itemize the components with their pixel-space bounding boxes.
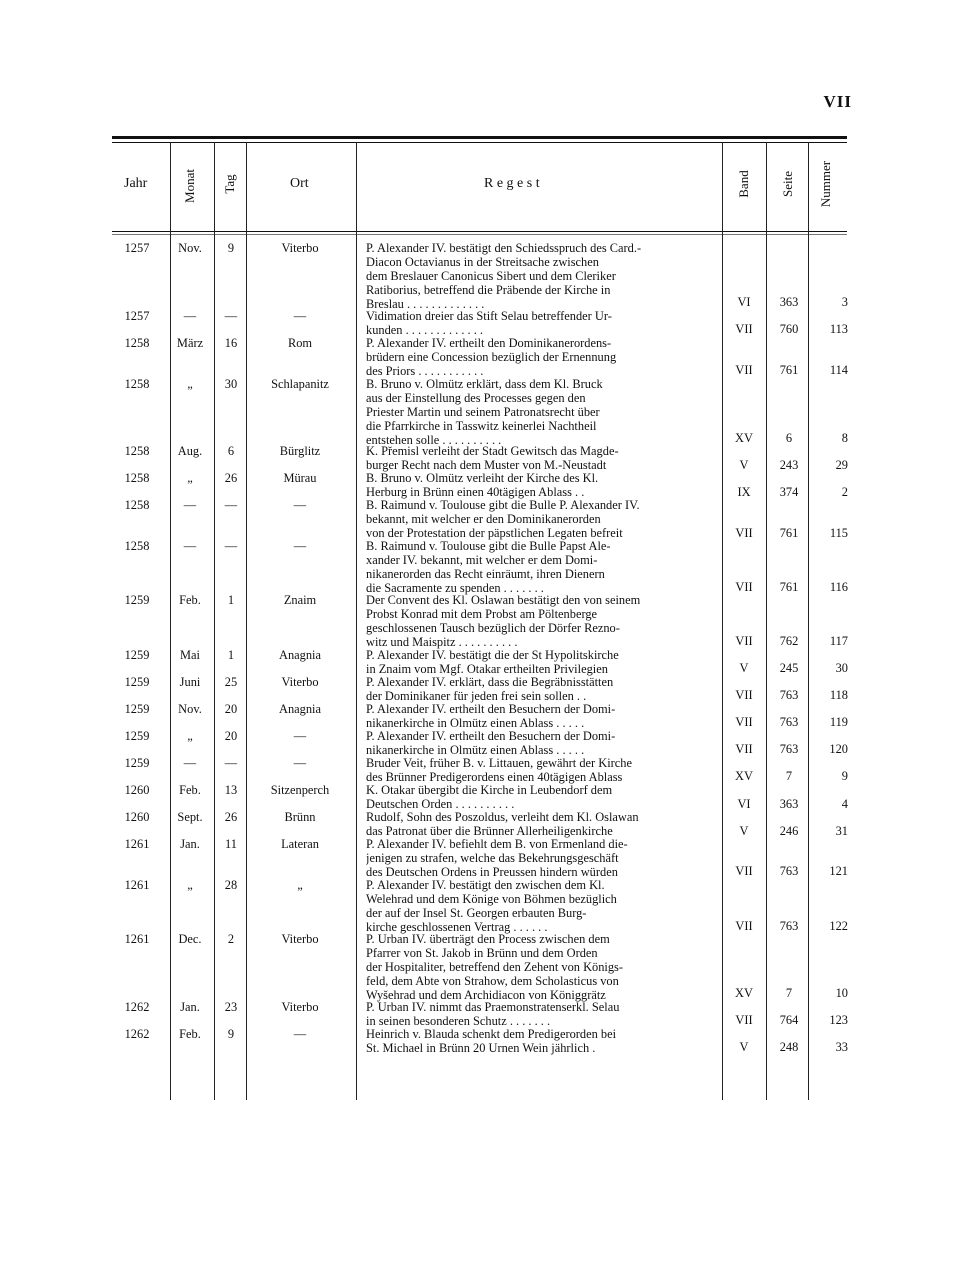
row-seite: 762: [779, 633, 799, 648]
regest-line: von der Protestation der päpstlichen Legaten befreit: [366, 526, 623, 541]
row-monat: —: [183, 498, 197, 513]
row-monat: Feb.: [179, 783, 201, 797]
row-jahr: 1262: [124, 999, 150, 1014]
row-band: VI: [737, 295, 751, 310]
row-ort: Rom: [287, 335, 313, 350]
header-band: Band: [736, 170, 751, 198]
row-nummer: 118: [829, 688, 848, 703]
row-band: VII: [735, 579, 753, 594]
regest-line: burger Recht nach dem Muster von M.-Neustadt: [366, 458, 607, 473]
row-monat: Feb.: [179, 1026, 201, 1041]
row-band: VII: [735, 322, 753, 337]
row-seite: 7: [785, 769, 793, 784]
regest-line: P. Alexander IV. bestätigt den zwischen dem Kl.: [366, 877, 605, 892]
row-jahr: 1258: [124, 335, 150, 350]
row-regest: [366, 648, 716, 676]
row-seite: 763: [779, 742, 799, 757]
row-regest: [366, 783, 716, 811]
regest-line: in Znaim vom Mgf. Otakar ertheilten Privilegien: [366, 661, 608, 676]
regest-line: K. Přemisl verleiht der Stadt Gewitsch das Magde-: [366, 444, 619, 459]
row-ort: Anagnia: [279, 701, 321, 716]
row-ort: Mürau: [283, 471, 317, 486]
regest-line: P. Alexander IV. ertheilt den Besuchern der Domi-: [366, 701, 616, 716]
regest-line: nikanerorden das Recht einräumt, ihren Dienern: [366, 567, 605, 582]
regest-line: der auf der Insel St. Georgen erbauten Burg-: [366, 905, 587, 920]
row-nummer: 3: [841, 295, 848, 310]
row-tag: 2: [227, 932, 235, 947]
row-ort: Lateran: [281, 837, 319, 852]
row-tag: —: [224, 498, 238, 513]
row-band: VII: [735, 362, 753, 377]
row-nummer: 9: [841, 769, 848, 784]
regest-line: aus der Einstellung des Processes gegen den: [366, 390, 586, 405]
row-band: V: [739, 661, 749, 676]
row-tag: —: [224, 755, 238, 770]
row-seite: 763: [779, 864, 799, 879]
row-jahr: 1257: [124, 308, 150, 323]
row-jahr: 1259: [124, 701, 150, 716]
header-seite: Seite: [780, 171, 795, 197]
header-ort: Ort: [290, 176, 309, 191]
row-jahr: 1258: [124, 376, 150, 391]
row-regest: [366, 377, 716, 447]
row-regest: [366, 878, 716, 934]
regest-line: P. Alexander IV. befiehlt dem B. von Ermenland die-: [366, 837, 628, 852]
header-monat: Monat: [182, 169, 197, 203]
row-monat: Mai: [180, 647, 200, 662]
regest-line: die Sacramente zu spenden . . . . . . .: [366, 581, 544, 596]
row-nummer: 4: [841, 796, 848, 811]
row-jahr: 1259: [124, 674, 150, 689]
row-tag: 30: [224, 376, 238, 391]
regest-line: bekannt, mit welcher er den Dominikanerorden: [366, 512, 601, 527]
row-ort: Viterbo: [281, 241, 319, 255]
row-tag: 13: [224, 783, 238, 797]
row-band: VII: [735, 715, 753, 730]
row-regest: [366, 932, 716, 1002]
row-regest: [366, 756, 716, 784]
regest-line: Breslau . . . . . . . . . . . . .: [366, 297, 485, 311]
row-jahr: 1258: [124, 498, 150, 513]
row-nummer: 29: [835, 457, 848, 472]
row-band: VI: [737, 796, 751, 811]
page-number: VII: [823, 92, 852, 111]
row-ort: „: [297, 877, 303, 892]
regest-line: Vidimation dreier das Stift Selau betreffender Ur-: [366, 308, 612, 323]
row-seite: 245: [779, 661, 799, 676]
regest-line: Herburg in Brünn einen 40tägigen Ablass . .: [366, 485, 585, 500]
row-regest: [366, 498, 716, 540]
row-monat: Nov.: [178, 701, 202, 716]
row-seite: 363: [779, 295, 799, 310]
row-regest: [366, 729, 716, 757]
row-band: XV: [735, 769, 753, 784]
row-seite: 7: [785, 986, 793, 1001]
row-ort: —: [293, 728, 307, 743]
row-band: XV: [735, 986, 753, 1001]
row-tag: 28: [224, 877, 238, 892]
row-ort: —: [293, 755, 307, 770]
row-seite: 374: [779, 484, 799, 499]
regest-line: jenigen zu strafen, welche das Bekehrungsgeschäft: [366, 851, 619, 866]
regest-line: brüdern eine Concession bezüglich der Ernennung: [366, 349, 617, 364]
row-seite: 243: [779, 457, 799, 472]
row-ort: Viterbo: [281, 999, 319, 1014]
row-band: VII: [735, 918, 753, 933]
row-tag: —: [224, 539, 238, 554]
row-band: IX: [737, 484, 751, 499]
regest-line: des Priors . . . . . . . . . . .: [366, 363, 484, 378]
row-monat: Juni: [179, 674, 201, 689]
row-nummer: 2: [841, 484, 848, 499]
row-nummer: 122: [829, 918, 848, 933]
regest-line: kirche geschlossenen Vertrag . . . . . .: [366, 919, 548, 934]
row-regest: [366, 241, 716, 311]
row-tag: 9: [227, 241, 235, 255]
row-nummer: 115: [829, 525, 848, 540]
row-monat: Jan.: [180, 999, 200, 1014]
regest-line: P. Alexander IV. bestätigt den Schiedsspruch des Card.-: [366, 241, 642, 255]
row-band: V: [739, 457, 749, 472]
row-tag: 23: [224, 999, 238, 1014]
row-monat: —: [183, 308, 197, 323]
row-nummer: 119: [829, 715, 848, 730]
row-monat: „: [187, 471, 193, 486]
row-jahr: 1257: [124, 241, 150, 255]
regest-line: P. Urban IV. nimmt das Praemonstratenserkl. Selau: [366, 999, 620, 1014]
row-ort: Sitzenperch: [270, 783, 330, 797]
row-seite: 248: [779, 1040, 799, 1055]
row-tag: 20: [224, 701, 238, 716]
regest-line: witz und Maispitz . . . . . . . . . .: [366, 635, 518, 650]
regest-line: Wyšehrad und dem Archidiacon von Königgrätz: [366, 988, 606, 1003]
row-regest: [366, 1000, 716, 1028]
row-jahr: 1258: [124, 539, 150, 554]
row-jahr: 1259: [124, 728, 150, 743]
regest-line: Welehrad und dem Könige von Böhmen bezüglich: [366, 891, 617, 906]
regest-line: St. Michael in Brünn 20 Urnen Wein jährlich .: [366, 1040, 596, 1055]
row-jahr: 1259: [124, 647, 150, 662]
row-ort: Viterbo: [281, 932, 319, 947]
row-jahr: 1259: [124, 755, 150, 770]
row-monat: Feb.: [179, 593, 201, 608]
regest-line: P. Alexander IV. erklärt, dass die Begräbnisstätten: [366, 674, 614, 689]
header-nummer: Nummer: [818, 160, 833, 208]
row-jahr: 1262: [124, 1026, 150, 1041]
row-seite: 761: [779, 525, 799, 540]
row-seite: 763: [779, 688, 799, 703]
row-regest: [366, 471, 716, 499]
row-jahr: 1260: [124, 810, 150, 825]
row-regest: [366, 539, 716, 595]
row-monat: „: [187, 376, 193, 391]
regest-line: des Deutschen Ordens in Preussen hindern würden: [366, 865, 618, 880]
row-nummer: 30: [835, 661, 848, 676]
row-nummer: 116: [829, 579, 848, 594]
regest-line: B. Raimund v. Toulouse gibt die Bulle P. Alexander IV.: [366, 498, 640, 513]
row-jahr: 1259: [124, 593, 150, 608]
row-band: V: [739, 1040, 749, 1055]
row-tag: 26: [224, 810, 238, 825]
row-tag: 26: [224, 471, 238, 486]
row-tag: 11: [225, 837, 237, 852]
regest-line: xander IV. bekannt, mit welcher er dem Domi-: [366, 553, 598, 568]
row-ort: —: [293, 308, 307, 323]
row-tag: —: [224, 308, 238, 323]
regest-line: des Brünner Predigerordens einen 40tägigen Ablass: [366, 769, 623, 784]
regest-line: nikanerkirche in Olmütz einen Ablass . . . . .: [366, 742, 585, 757]
row-regest: [366, 1027, 716, 1055]
row-monat: Sept.: [177, 810, 203, 825]
regest-line: Der Convent des Kl. Oslawan bestätigt den von seinem: [366, 593, 641, 608]
regest-line: das Patronat über die Brünner Allerheiligenkirche: [366, 824, 613, 839]
row-ort: Brünn: [284, 810, 316, 825]
row-nummer: 120: [829, 742, 848, 757]
row-ort: Znaim: [283, 593, 317, 608]
regest-line: Priester Martin und seinem Patronatsrecht über: [366, 404, 600, 419]
row-regest: [366, 675, 716, 703]
regest-line: Diacon Octavianus in der Streitsache zwischen: [366, 255, 599, 269]
row-tag: 16: [224, 335, 238, 350]
row-regest: [366, 336, 716, 378]
row-ort: Bürglitz: [279, 444, 321, 459]
regest-line: in seinen besonderen Schutz . . . . . . .: [366, 1013, 551, 1028]
row-nummer: 113: [829, 322, 848, 337]
regest-line: feld, dem Abte von Strahow, dem Scholasticus von: [366, 974, 619, 989]
row-band: XV: [735, 430, 753, 445]
row-ort: —: [293, 498, 307, 513]
row-band: VII: [735, 1013, 753, 1028]
regest-line: P. Alexander IV. bestätigt die der St Hypolitskirche: [366, 647, 619, 662]
row-band: VII: [735, 525, 753, 540]
row-band: VII: [735, 742, 753, 757]
row-ort: Schlapanitz: [271, 376, 329, 391]
row-band: VII: [735, 633, 753, 648]
row-nummer: 123: [829, 1013, 848, 1028]
row-ort: Viterbo: [281, 674, 319, 689]
regest-line: B. Bruno v. Olmütz verleiht der Kirche des Kl.: [366, 471, 599, 486]
row-seite: 246: [779, 823, 799, 838]
row-jahr: 1261: [124, 837, 150, 852]
row-nummer: 117: [829, 633, 848, 648]
row-ort: —: [293, 539, 307, 554]
regest-line: Bruder Veit, früher B. v. Littauen, gewährt der Kirche: [366, 755, 632, 770]
row-tag: 25: [224, 674, 238, 689]
row-seite: 763: [779, 918, 799, 933]
row-jahr: 1261: [124, 932, 150, 947]
row-monat: Aug.: [177, 444, 203, 459]
row-seite: 760: [779, 322, 799, 337]
row-monat: Dec.: [178, 932, 202, 947]
row-regest: [366, 593, 716, 649]
regest-line: P. Alexander IV. ertheilt den Dominikanerordens-: [366, 335, 612, 350]
row-nummer: 33: [835, 1040, 848, 1055]
row-monat: März: [176, 335, 204, 350]
row-tag: 20: [224, 728, 238, 743]
row-regest: [366, 702, 716, 730]
row-band: VII: [735, 688, 753, 703]
row-regest: [366, 444, 716, 472]
regest-line: dem Breslauer Canonicus Sibert und dem Cleriker: [366, 269, 616, 283]
regest-line: nikanerkirche in Olmütz einen Ablass . . . . .: [366, 715, 585, 730]
regest-line: Ratiborius, betreffend die Präbende der Kirche in: [366, 283, 611, 297]
regest-line: die Pfarrkirche in Tasswitz keinerlei Nachtheil: [366, 418, 597, 433]
regest-line: kunden . . . . . . . . . . . . .: [366, 322, 484, 337]
row-nummer: 114: [829, 362, 848, 377]
regest-line: B. Bruno v. Olmütz erklärt, dass dem Kl. Bruck: [366, 376, 603, 391]
regest-line: Probst Konrad mit dem Probst am Pöltenberge: [366, 607, 598, 622]
regest-line: K. Otakar übergibt die Kirche in Leubendorf dem: [366, 783, 613, 797]
regest-line: B. Raimund v. Toulouse gibt die Bulle Papst Ale-: [366, 539, 611, 554]
row-jahr: 1261: [124, 877, 150, 892]
regest-line: Rudolf, Sohn des Poszoldus, verleiht dem Kl. Oslawan: [366, 810, 639, 825]
regest-line: Heinrich v. Blauda schenkt dem Predigerorden bei: [366, 1026, 617, 1041]
row-nummer: 121: [829, 864, 848, 879]
regest-line: geschlossenen Tausch bezüglich der Dörfer Rezno-: [366, 621, 620, 636]
regest-line: der Hospitaliter, betreffend den Zehent von Königs-: [366, 960, 623, 975]
row-band: V: [739, 823, 749, 838]
regest-line: P. Urban IV. überträgt den Process zwischen dem: [366, 932, 610, 947]
row-seite: 761: [779, 579, 799, 594]
regest-line: Deutschen Orden . . . . . . . . . .: [366, 797, 515, 811]
row-monat: Nov.: [178, 241, 202, 255]
row-jahr: 1258: [124, 444, 150, 459]
row-seite: 6: [785, 430, 793, 445]
regest-line: entstehen solle . . . . . . . . . .: [366, 432, 502, 447]
row-seite: 761: [779, 362, 799, 377]
row-seite: 763: [779, 715, 799, 730]
row-monat: —: [183, 755, 197, 770]
row-jahr: 1258: [124, 471, 150, 486]
row-seite: 764: [779, 1013, 799, 1028]
header-tag: Tag: [222, 174, 237, 194]
row-nummer: 8: [841, 430, 848, 445]
regest-line: der Dominikaner für jeden frei sein sollen . .: [366, 688, 587, 703]
header-jahr: Jahr: [124, 176, 148, 191]
regest-line: Pfarrer von St. Jakob in Brünn und dem Orden: [366, 946, 598, 961]
header-regest: R e g e s t: [484, 176, 540, 191]
row-regest: [366, 309, 716, 337]
row-ort: Anagnia: [279, 647, 321, 662]
row-tag: 1: [227, 593, 235, 608]
row-tag: 9: [227, 1026, 235, 1041]
row-nummer: 10: [835, 986, 848, 1001]
regest-line: P. Alexander IV. ertheilt den Besuchern der Domi-: [366, 728, 616, 743]
row-monat: „: [187, 728, 193, 743]
row-seite: 363: [779, 796, 799, 811]
row-monat: „: [187, 877, 193, 892]
row-tag: 1: [227, 647, 235, 662]
row-nummer: 31: [835, 823, 848, 838]
row-monat: Jan.: [180, 837, 200, 852]
row-ort: —: [293, 1026, 307, 1041]
row-regest: [366, 810, 716, 838]
row-regest: [366, 837, 716, 879]
row-jahr: 1260: [124, 783, 150, 797]
row-tag: 6: [227, 444, 235, 459]
row-band: VII: [735, 864, 753, 879]
row-monat: —: [183, 539, 197, 554]
